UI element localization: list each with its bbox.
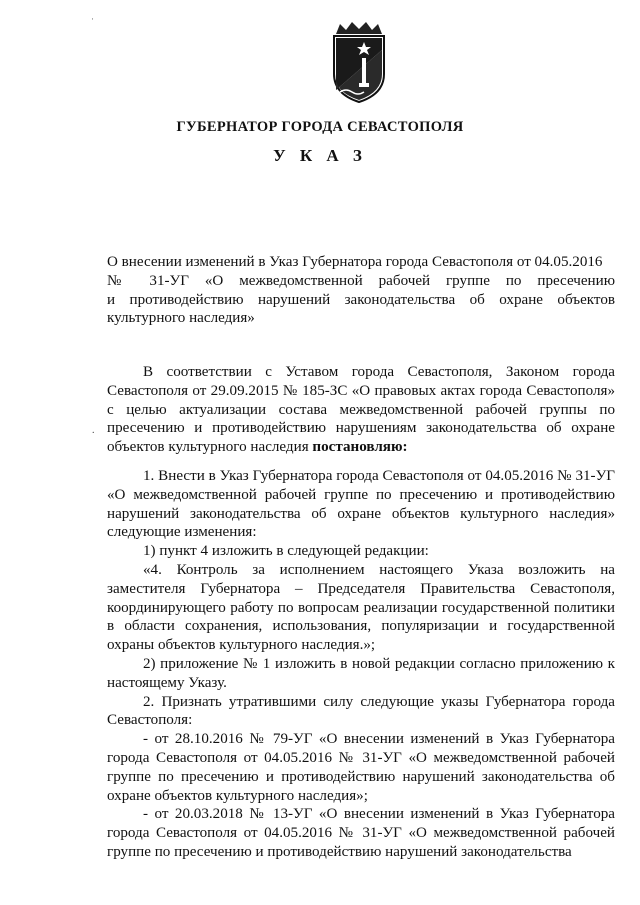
preamble [107,363,615,457]
subject-line: О внесении изменений в Указ Губернатора города Севастополя от 04.05.2016 [107,254,603,270]
subject-line: культурного наследия» [107,310,255,327]
clause-2-item-a: - от 28.10.2016 № 79-УГ «О внесении изменений в Указ Губернатора города Севастополя от 04.05.2016 № 31-УГ «О межведомственной рабочей группе по пресечению и противодействию нарушений законодательства об охране объектов культурного наследия»; [107,731,615,804]
clause-1-item-1: 1) пункт 4 изложить в следующей редакции: [143,543,429,560]
corner-mark: · [91,14,94,24]
clause-1: 1. Внести в Указ Губернатора города Севастополя от 04.05.2016 № 31-УГ «О межведомственной рабочей группе по пресечению и противодействию нарушений законодательства об охране объектов культурного наследия» следующие изменения: [107,468,615,541]
preamble-text: В соответствии с Уставом города Севастополя, Законом города Севастополя от 29.09.2015 № 185-ЗС «О правовых актах города Севастополя» с целью актуализации состава межведомственной рабочей группы по пресечению и противодействию нарушениям законодательства об охране объектов культурного наследия [107,364,615,456]
preamble-paragraph [107,363,615,457]
issuer-heading: ГУБЕРНАТОР ГОРОДА СЕВАСТОПОЛЯ [176,119,464,135]
sevastopol-coat-of-arms-icon [326,20,392,104]
margin-dot: . [92,425,95,436]
subject-line: № 31-УГ «О межведомственной рабочей группе по пресечению [107,272,615,289]
preamble-decree-word: постановляю: [312,439,408,456]
clause-2: 2. Признать утратившими силу следующие указы Губернатора города Севастополя: [107,693,615,729]
subject-line: и противодействию нарушений законодательства об охране объектов [107,291,615,308]
document-type-heading: У К А З [273,146,367,165]
clause-2-item-b: - от 20.03.2018 № 13-УГ «О внесении изменений в Указ Губернатора города Севастополя от 04.05.2016 № 31-УГ «О межведомственной рабочей группе по пресечению и противодействию нарушений законодательства [107,806,615,860]
clause-1-quoted-text: «4. Контроль за исполнением настоящего Указа возложить на заместителя Губернатора – Председателя Правительства Севастополя, координирующего работу по вопросам реализации государственной политики в области сохранения, использования, популяризации и государственной охраны объектов культурного наследия.»; [107,561,615,654]
decree-body [107,467,615,862]
document-subject [107,253,615,328]
clause-1-item-2: 2) приложение № 1 изложить в новой редакции согласно приложению к настоящему Указу. [107,655,615,691]
